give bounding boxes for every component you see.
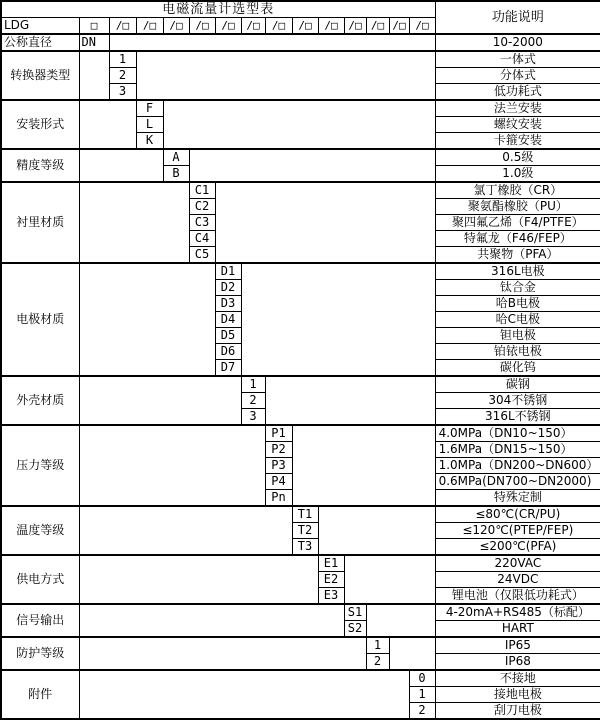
option-function: 接地电极 bbox=[435, 687, 600, 703]
category-label: 附件 bbox=[1, 670, 79, 719]
option-function: 钛合金 bbox=[435, 280, 600, 296]
option-function: 氯丁橡胶（CR） bbox=[435, 182, 600, 199]
model-prefix: LDG bbox=[1, 18, 79, 35]
model-box: □ bbox=[79, 18, 109, 35]
option-code: E1 bbox=[318, 555, 344, 572]
option-function: 钽电极 bbox=[435, 328, 600, 344]
option-code: D4 bbox=[215, 312, 241, 328]
option-code: D3 bbox=[215, 296, 241, 312]
option-code: S2 bbox=[344, 621, 366, 638]
category-label: 温度等级 bbox=[1, 506, 79, 555]
option-function: 碳钢 bbox=[435, 376, 600, 393]
option-code: S1 bbox=[344, 604, 366, 621]
model-slot: /□ bbox=[136, 18, 163, 35]
option-code: D5 bbox=[215, 328, 241, 344]
option-function: IP68 bbox=[435, 654, 600, 671]
code-spacer bbox=[79, 425, 265, 506]
option-code: B bbox=[163, 166, 189, 183]
option-code: D7 bbox=[215, 360, 241, 377]
option-code: T2 bbox=[292, 523, 318, 539]
option-function: 特殊定制 bbox=[435, 490, 600, 507]
model-slot: /□ bbox=[189, 18, 215, 35]
option-function: 哈C电极 bbox=[435, 312, 600, 328]
code-spacer bbox=[136, 51, 435, 100]
option-code: D1 bbox=[215, 263, 241, 280]
option-code: 1 bbox=[109, 51, 136, 68]
option-function: ≤200℃(PFA) bbox=[435, 539, 600, 556]
function-column-header: 功能说明 bbox=[435, 1, 600, 34]
option-code: C3 bbox=[189, 215, 215, 231]
code-spacer bbox=[292, 425, 435, 506]
option-function: 碳化钨 bbox=[435, 360, 600, 377]
option-code: 0 bbox=[409, 670, 435, 687]
code-spacer bbox=[215, 182, 435, 263]
option-function: 316L不锈钢 bbox=[435, 409, 600, 426]
option-function: 10-2000 bbox=[435, 34, 600, 51]
option-code: T1 bbox=[292, 506, 318, 523]
option-code: P1 bbox=[265, 425, 292, 442]
option-code: F bbox=[136, 100, 163, 117]
option-code: C4 bbox=[189, 231, 215, 247]
category-label: 压力等级 bbox=[1, 425, 79, 506]
option-function: 聚氨酯橡胶（PU） bbox=[435, 199, 600, 215]
option-function: 锂电池（仅限低功耗式） bbox=[435, 588, 600, 605]
category-label: 精度等级 bbox=[1, 149, 79, 182]
option-code: 1 bbox=[241, 376, 265, 393]
option-function: 卡箍安装 bbox=[435, 133, 600, 150]
category-label: 防护等级 bbox=[1, 637, 79, 670]
option-code: L bbox=[136, 117, 163, 133]
model-slot: /□ bbox=[215, 18, 241, 35]
code-spacer bbox=[163, 100, 435, 149]
model-slot: /□ bbox=[163, 18, 189, 35]
model-slot: /□ bbox=[344, 18, 366, 35]
option-function: 共聚物（PFA） bbox=[435, 247, 600, 264]
category-label: 转换器类型 bbox=[1, 51, 79, 100]
option-code: 2 bbox=[109, 68, 136, 84]
option-code: 2 bbox=[366, 654, 389, 671]
option-code: T3 bbox=[292, 539, 318, 556]
option-function: 220VAC bbox=[435, 555, 600, 572]
code-spacer bbox=[79, 670, 409, 719]
option-function: 聚四氟乙烯（F4/PTFE） bbox=[435, 215, 600, 231]
category-label: 安装形式 bbox=[1, 100, 79, 149]
category-label: 信号输出 bbox=[1, 604, 79, 637]
code-spacer bbox=[241, 263, 435, 376]
option-function: ≤120℃(PTEP/FEP) bbox=[435, 523, 600, 539]
option-code: C1 bbox=[189, 182, 215, 199]
code-spacer bbox=[344, 555, 435, 604]
option-code: 1 bbox=[409, 687, 435, 703]
option-function: 1.0级 bbox=[435, 166, 600, 183]
option-code: P3 bbox=[265, 458, 292, 474]
option-function: 铂铱电极 bbox=[435, 344, 600, 360]
model-slot: /□ bbox=[265, 18, 292, 35]
code-spacer bbox=[79, 149, 163, 182]
option-function: 法兰安装 bbox=[435, 100, 600, 117]
option-function: 4.0MPa（DN10~150） bbox=[435, 425, 600, 442]
option-function: ≤80℃(CR/PU) bbox=[435, 506, 600, 523]
category-label: 外壳材质 bbox=[1, 376, 79, 425]
category-label: 公称直径 bbox=[1, 34, 79, 51]
option-code: D2 bbox=[215, 280, 241, 296]
option-function: 1.0MPa（DN200~DN600） bbox=[435, 458, 600, 474]
option-function: 一体式 bbox=[435, 51, 600, 68]
model-slot: /□ bbox=[109, 18, 136, 35]
option-code: Pn bbox=[265, 490, 292, 507]
option-function: 0.5级 bbox=[435, 149, 600, 166]
option-code: 3 bbox=[241, 409, 265, 426]
option-code: 1 bbox=[366, 637, 389, 654]
option-code: A bbox=[163, 149, 189, 166]
category-label: 供电方式 bbox=[1, 555, 79, 604]
code-spacer bbox=[79, 604, 344, 637]
code-spacer bbox=[109, 34, 435, 51]
option-code: E2 bbox=[318, 572, 344, 588]
option-function: 低功耗式 bbox=[435, 84, 600, 101]
option-code: 3 bbox=[109, 84, 136, 101]
option-code: DN bbox=[79, 34, 109, 51]
category-label: 衬里材质 bbox=[1, 182, 79, 263]
code-spacer bbox=[79, 100, 136, 149]
option-function: 刮刀电极 bbox=[435, 703, 600, 720]
option-code: 2 bbox=[409, 703, 435, 720]
option-function: 304不锈钢 bbox=[435, 393, 600, 409]
code-spacer bbox=[79, 263, 215, 376]
option-code: C5 bbox=[189, 247, 215, 264]
option-function: IP65 bbox=[435, 637, 600, 654]
option-function: HART bbox=[435, 621, 600, 638]
option-function: 316L电极 bbox=[435, 263, 600, 280]
option-code: 2 bbox=[241, 393, 265, 409]
option-code: D6 bbox=[215, 344, 241, 360]
option-function: 0.6MPa(DN700~DN2000) bbox=[435, 474, 600, 490]
code-spacer bbox=[79, 51, 109, 100]
option-code: C2 bbox=[189, 199, 215, 215]
code-spacer bbox=[366, 604, 435, 637]
option-function: 24VDC bbox=[435, 572, 600, 588]
option-function: 特氟龙（F46/FEP） bbox=[435, 231, 600, 247]
table-title: 电磁流量计选型表 bbox=[1, 1, 435, 18]
option-code: K bbox=[136, 133, 163, 150]
model-slot: /□ bbox=[292, 18, 318, 35]
category-label: 电极材质 bbox=[1, 263, 79, 376]
code-spacer bbox=[189, 149, 435, 182]
code-spacer bbox=[318, 506, 435, 555]
model-slot: /□ bbox=[318, 18, 344, 35]
code-spacer bbox=[389, 637, 435, 670]
option-function: 分体式 bbox=[435, 68, 600, 84]
model-slot: /□ bbox=[366, 18, 389, 35]
option-function: 不接地 bbox=[435, 670, 600, 687]
model-slot: /□ bbox=[389, 18, 409, 35]
model-slot: /□ bbox=[241, 18, 265, 35]
option-function: 4-20mA+RS485（标配） bbox=[435, 604, 600, 621]
code-spacer bbox=[79, 555, 318, 604]
code-spacer bbox=[79, 376, 241, 425]
option-code: E3 bbox=[318, 588, 344, 605]
option-code: P4 bbox=[265, 474, 292, 490]
option-code: P2 bbox=[265, 442, 292, 458]
option-function: 1.6MPa（DN15~150） bbox=[435, 442, 600, 458]
code-spacer bbox=[265, 376, 435, 425]
model-slot: /□ bbox=[409, 18, 435, 35]
code-spacer bbox=[79, 182, 189, 263]
option-function: 螺纹安装 bbox=[435, 117, 600, 133]
code-spacer bbox=[79, 506, 292, 555]
option-function: 哈B电极 bbox=[435, 296, 600, 312]
code-spacer bbox=[79, 637, 366, 670]
